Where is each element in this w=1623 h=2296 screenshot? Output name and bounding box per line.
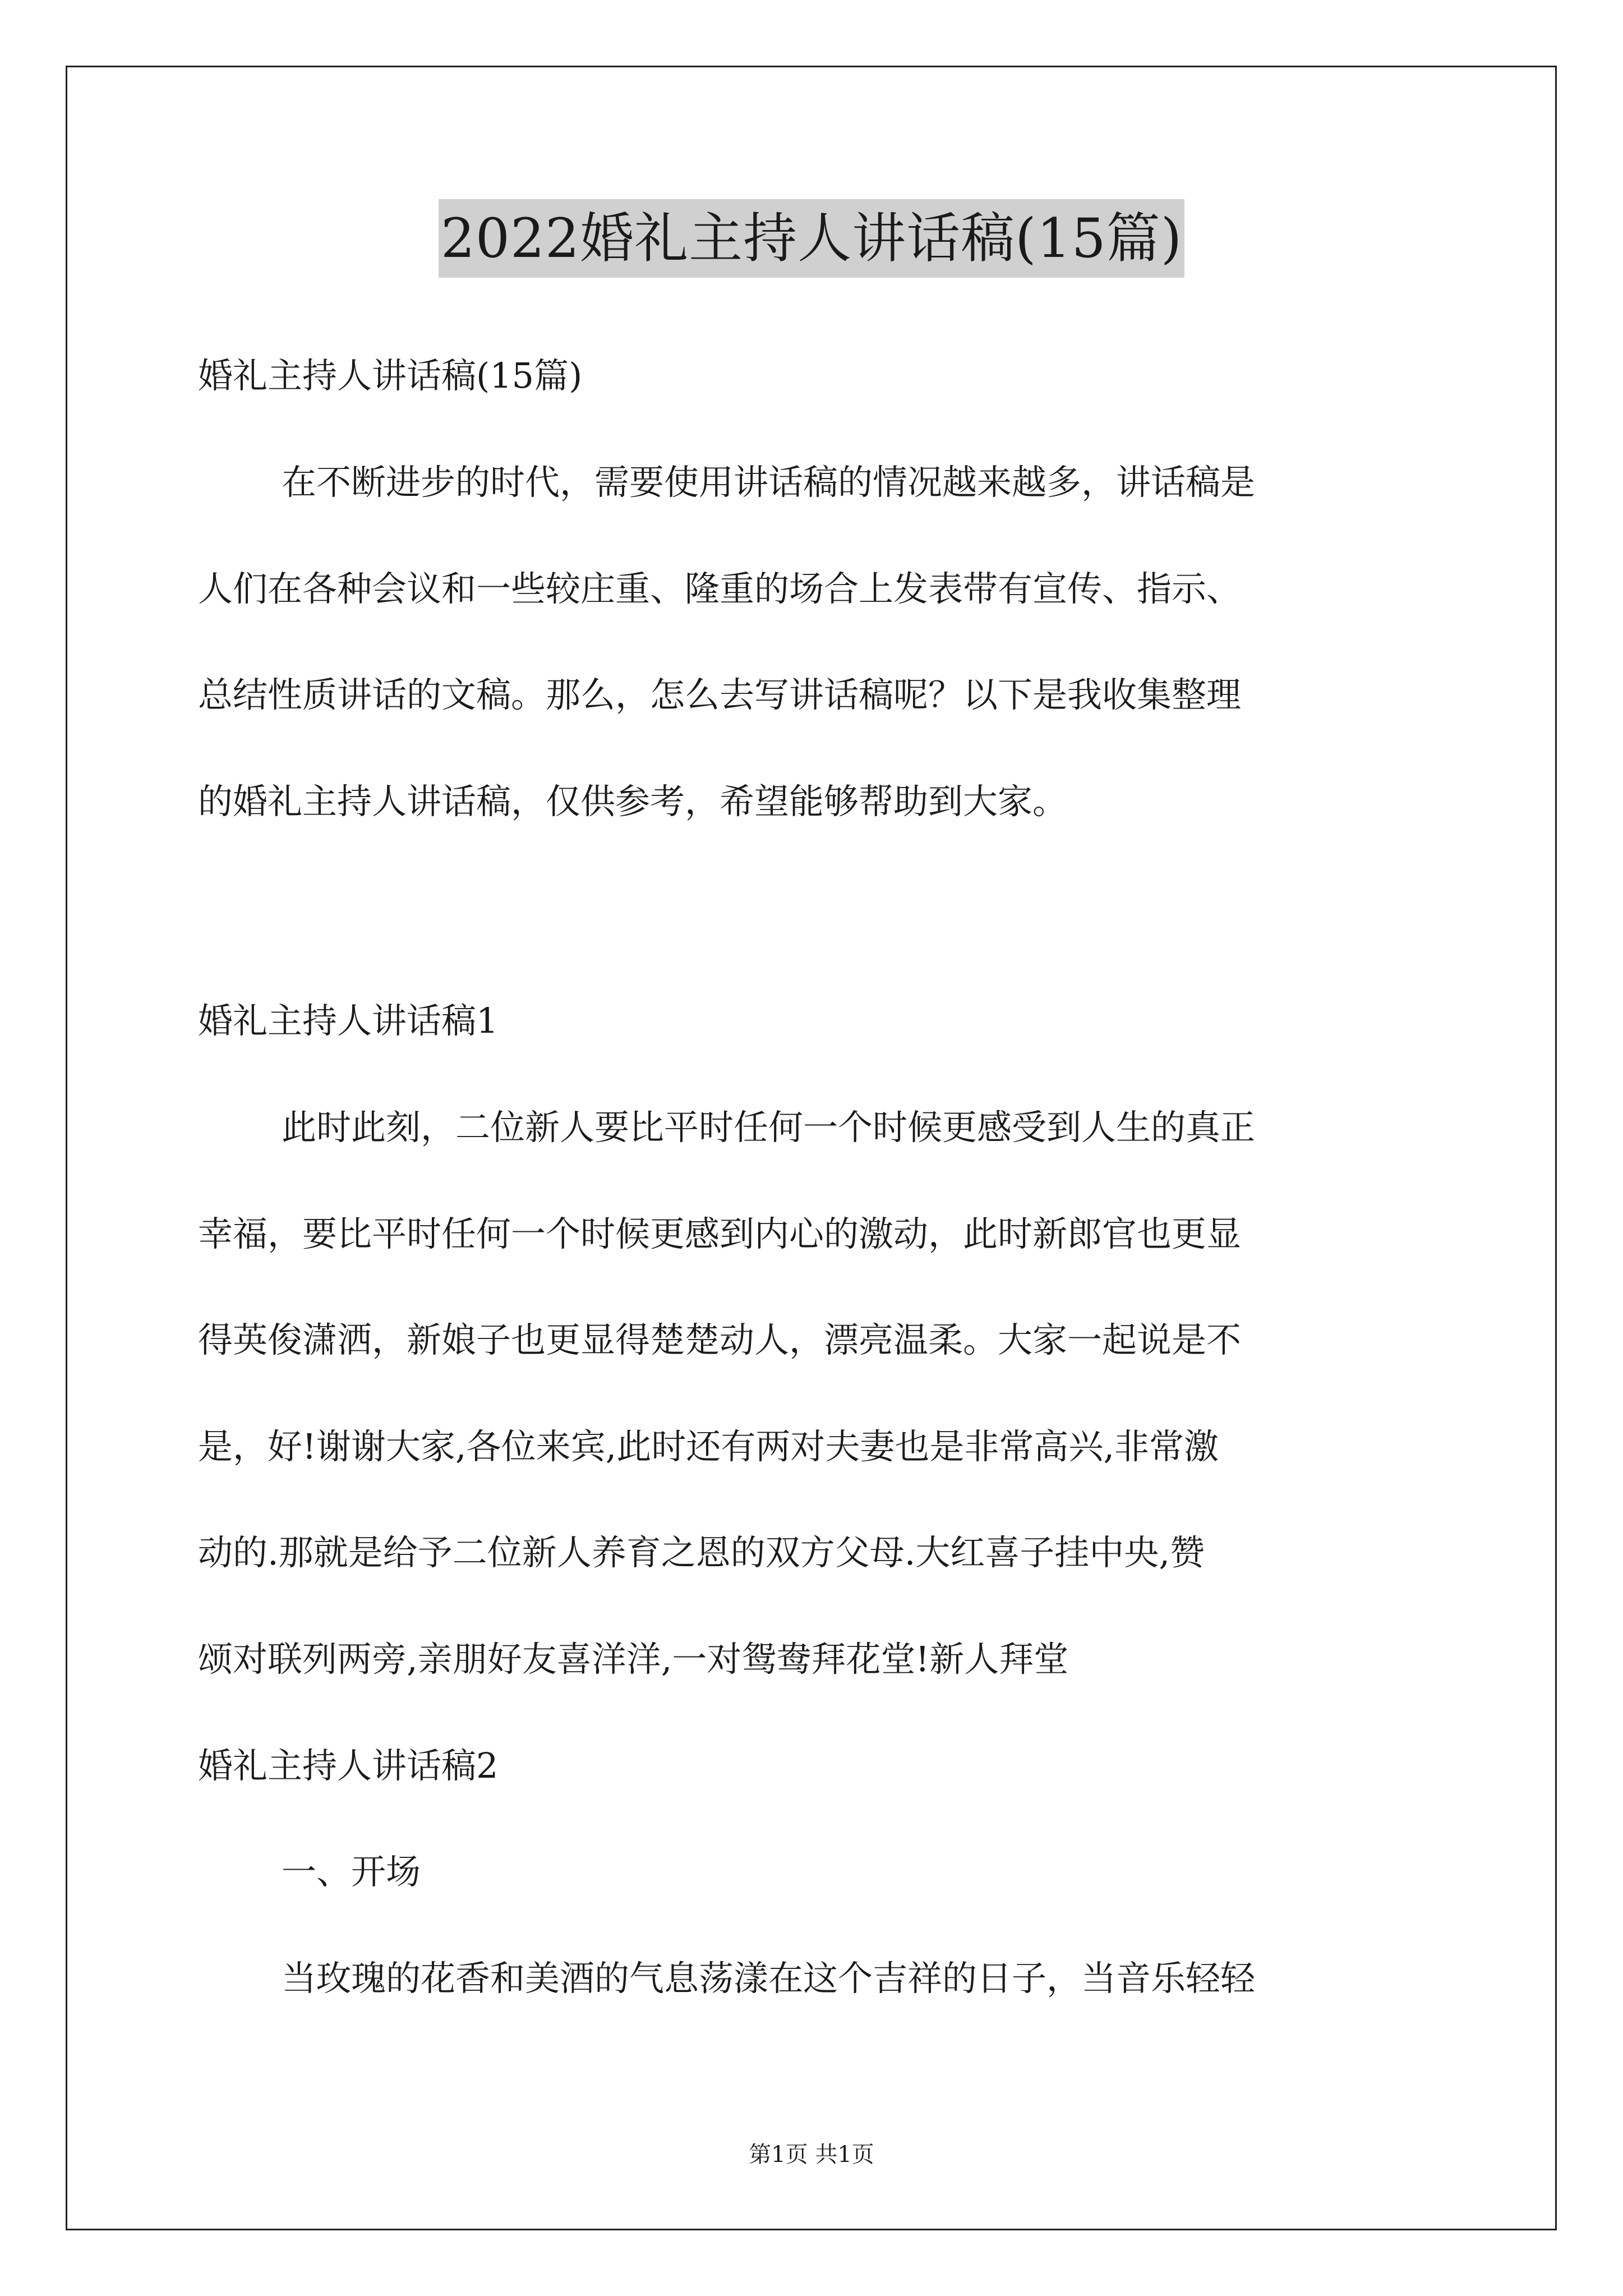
section-1-paragraph-line: 得英俊潇洒，新娘子也更显得楚楚动人，漂亮温柔。大家一起说是不 — [198, 1319, 1242, 1360]
section-1-paragraph-line: 动的.那就是给予二位新人养育之恩的双方父母.大红喜子挂中央,赞 — [198, 1532, 1205, 1573]
section-1-paragraph-line: 颂对联列两旁,亲朋好友喜洋洋,一对鸳鸯拜花堂!新人拜堂 — [198, 1639, 1069, 1680]
section-1-paragraph-line: 是，好!谢谢大家,各位来宾,此时还有两对夫妻也是非常高兴,非常激 — [198, 1426, 1219, 1467]
section-2-subheading: 一、开场 — [282, 1851, 421, 1892]
section-1-paragraph-line: 此时此刻，二位新人要比平时任何一个时候更感受到人生的真正 — [282, 1107, 1256, 1148]
section-heading-1: 婚礼主持人讲话稿1 — [198, 1000, 499, 1041]
page-footer: 第1页 共1页 — [749, 2142, 874, 2168]
section-1-paragraph-line: 幸福，要比平时任何一个时候更感到内心的激动，此时新郎官也更显 — [198, 1213, 1242, 1254]
document-title: 2022婚礼主持人讲话稿(15篇) — [439, 199, 1184, 278]
intro-paragraph-line: 的婚礼主持人讲话稿，仅供参考，希望能够帮助到大家。 — [198, 781, 1068, 822]
section-heading-2: 婚礼主持人讲话稿2 — [198, 1745, 499, 1786]
subtitle-heading: 婚礼主持人讲话稿(15篇) — [198, 355, 583, 396]
title-container — [0, 199, 1623, 278]
intro-paragraph-line: 在不断进步的时代，需要使用讲话稿的情况越来越多，讲话稿是 — [282, 462, 1256, 503]
intro-paragraph-line: 人们在各种会议和一些较庄重、隆重的场合上发表带有宣传、指示、 — [198, 568, 1242, 609]
section-2-paragraph-line: 当玫瑰的花香和美酒的气息荡漾在这个吉祥的日子，当音乐轻轻 — [282, 1958, 1256, 1999]
intro-paragraph-line: 总结性质讲话的文稿。那么，怎么去写讲话稿呢？以下是我收集整理 — [198, 674, 1242, 715]
